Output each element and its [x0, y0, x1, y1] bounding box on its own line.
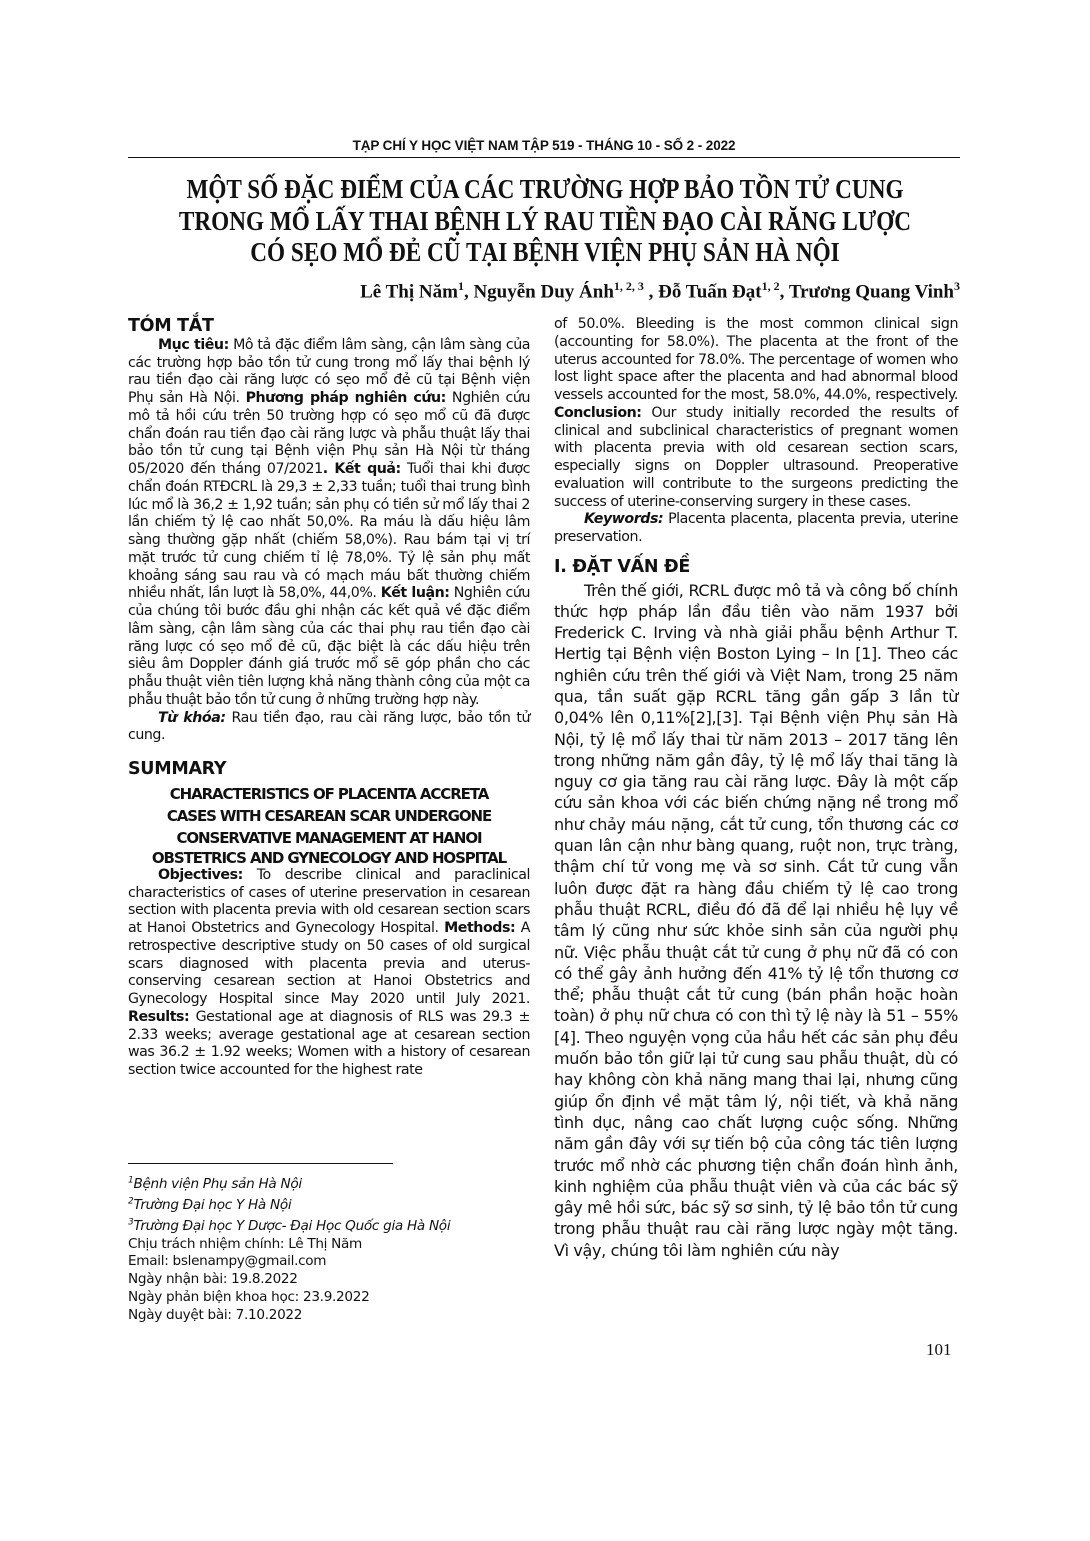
- text-methods: Nghiên cứu mô tả hồi cứu trên 50 trường hợp có sẹo mổ cũ đã được chẩn đoán rau tiền đạo cài răng lược và phẫu thuật lấy thai bảo tồn tử cung tại Bệnh viện Phụ sản Hà Nội từ tháng 05/2020 đến tháng 07/2021: [128, 390, 530, 477]
- english-title-line: CASES WITH CESAREAN SCAR UNDERGONE: [166, 806, 492, 825]
- english-title-line: CONSERVATIVE MANAGEMENT AT HANOI: [176, 828, 482, 847]
- introduction-body: Trên thế giới, RCRL được mô tả và công bố chính thức hợp pháp lần đầu tiên vào năm 1937 bởi Frederick C. Irving và nhà giải phẫu bệnh Arthur T. Hertig tại Bệnh viện Boston Lying – In [1]. Theo các nghiên cứu trên thế giới và Việt Nam, trong 25 năm qua, tần suất gặp RCRL tăng gần gấp 3 lần từ 0,04% lên 0,11%[2],[3]. Tại Bệnh viện Phụ sản Hà Nội, tỷ lệ mổ lấy thai từ năm 2013 – 2017 tăng lên trong những năm gần đây, tỷ lệ mổ lấy thai tăng là nguy cơ gia tăng rau cài răng lược. Đây là một cấp cứu sản khoa với các biến chứng nặng nề trong mổ như chảy máu nặng, cắt tử cung, tổn thương các cơ quan lân cận như bàng quang, ruột non, trực tràng, thậm chí tử vong mẹ và sơ sinh. Cắt tử cung vẫn luôn được đặt ra hàng đầu chiếm tỷ lệ cao trong phẫu thuật RCRL, điều đó đã để lại nhiều hệ lụy về tâm lý cũng như sức khỏe sinh sản của người phụ nữ. Việc phẫu thuật cắt tử cung ở phụ nữ đã có con có thể gây ảnh hưởng đến 41% tỷ lệ tổn thương cơ thể; phẫu thuật cắt tử cung (bán phần hoặc hoàn toàn) ở phụ nữ chưa có con thì tỷ lệ này là 51 – 55% [4]. Theo nguyện vọng của hầu hết các sản phụ đều muốn bảo tồn giữ lại tử cung sau phẫu thuật, dù có hay không còn khả năng mang thai lại, nhưng cũng giúp ổn định về mặt tâm lý, nội tiết, và khả năng tình dục, nâng cao chất lượng cuộc sống. Những năm gần đây với sự tiến bộ của công tác tiên lượng trước mổ nhờ các phương tiện chẩn đoán hình ảnh, kinh nghiệm của phẫu thuật viên và của các bác sỹ gây mê hồi sức, bác sỹ sơ sinh, tỷ lệ bảo tồn tử cung trong phẫu thuật rau cài răng lược ngày một tăng. Vì vậy, chúng tôi làm nghiên cứu này: [554, 580, 958, 1260]
- summary-heading: SUMMARY: [128, 759, 227, 779]
- label-conclusion: Kết luận:: [380, 585, 450, 602]
- keywords-text-en: Placenta placenta, placenta previa, uterine preservation.: [554, 511, 958, 545]
- keywords-en: [554, 511, 958, 547]
- date-received: Ngày nhận bài: 19.8.2022: [128, 1271, 298, 1288]
- footnote-divider: [128, 1163, 393, 1164]
- text-methods-en: A retrospective descriptive study on 50 cases of old surgical scars diagnosed with placenta previa and uterus-conserving cesarean section at Hanoi Obstetrics and Gynecology Hospital since May 2020 until July 2021.: [128, 920, 530, 1007]
- english-title-line: CHARACTERISTICS OF PLACENTA ACCRETA: [169, 784, 489, 803]
- text-results-en: Gestational age at diagnosis of RLS was 29.3 ± 2.33 weeks; average gestational age at cesarean section was 36.2 ± 1.92 weeks; Women with a history of cesarean section twice accounted for the highest rate: [128, 1008, 530, 1078]
- affiliation-2: Trường Đại học Y Hà Nội: [133, 1196, 292, 1213]
- author-separator: ,: [463, 281, 474, 303]
- author-affiliation: 1, 2, 3: [613, 279, 644, 293]
- abstract-vi-heading: TÓM TẮT: [128, 316, 214, 336]
- author-affiliation: 1: [457, 279, 464, 293]
- text-conclusion-en: Our study initially recorded the results of clinical and subclinical characteristics of pregnant women with placenta previa with old cesarean section scars, especially signs on Doppler ultrasound. Preoperative evaluation will contribute to the surgeons predicting the success of uterine-conserving surgery in these cases.: [554, 404, 958, 510]
- author-name: Nguyễn Duy Ánh: [473, 281, 614, 303]
- english-title: [128, 783, 530, 867]
- footnotes: [128, 1172, 450, 1324]
- text-results-en-continued: of 50.0%. Bleeding is the most common clinical sign (accounting for 58.0%). The placenta at the front of the uterus accounted for 78.0%. The percentage of women who lost light space after the placenta and had abnormal blood vessels accounted for the most, 58.0%, 44.0%, respectively.: [554, 316, 958, 403]
- text-results: Tuổi thai khi được chẩn đoán RTĐCRL là 29,3 ± 2,33 tuần; tuổi thai trung bình lúc mổ là 36,2 ± 1,92 tuần; sản phụ có tiền sử mổ lấy thai 2 lần chiếm tỷ lệ cao nhất 50,0%. Ra máu là dấu hiệu lâm sàng thường gặp nhất (chiếm 58,0%). Rau bám tại vị trí mặt trước tử cung chiếm tỉ lệ 78,0%. Tỷ lệ sản phụ mất khoảng sáng sau rau và có mạch máu bất thường chiếm nhiều nhất, lần lượt là 58,0%, 44,0%.: [128, 461, 530, 602]
- footnote-marker: 3: [128, 1217, 134, 1228]
- author-separator: ,: [779, 281, 789, 303]
- author-name: Lê Thị Năm: [360, 281, 458, 303]
- title-line: CÓ SẸO MỔ ĐẺ CŨ TẠI BỆNH VIỆN PHỤ SẢN HÀ NỘI: [250, 237, 840, 267]
- author-name: Đỗ Tuấn Đạt: [658, 281, 762, 303]
- title-line: MỘT SỐ ĐẶC ĐIỂM CỦA CÁC TRƯỜNG HỢP BẢO TỒN TỬ CUNG: [186, 174, 904, 204]
- author-list: [360, 279, 960, 303]
- keywords-label-en: Keywords:: [584, 511, 664, 528]
- author-name: Trương Quang Vinh: [788, 281, 954, 303]
- author-affiliation: 1, 2: [761, 279, 780, 293]
- header-divider: [128, 157, 960, 158]
- text-conclusion: Nghiên cứu của chúng tôi bước đầu ghi nhận các kết quả về đặc điểm lâm sàng, cận lâm sàng của các thai phụ rau tiền đạo cài răng lược có sẹo mổ đẻ cũ, đặc biệt là các dấu hiệu trên siêu âm Doppler đánh giá trước mổ sẽ góp phần cho các phẫu thuật viên tiên lượng khả năng thành công của một ca phẫu thuật bảo tồn tử cung ở những trường hợp này.: [128, 585, 530, 708]
- english-title-line: OBSTETRICS AND GYNECOLOGY AND HOSPITAL: [151, 848, 507, 867]
- label-results-en: Results:: [128, 1008, 190, 1025]
- date-approved: Ngày duyệt bài: 7.10.2022: [128, 1306, 303, 1323]
- date-reviewed: Ngày phản biện khoa học: 23.9.2022: [128, 1288, 370, 1305]
- article-title: [100, 174, 990, 269]
- text-objectives: To describe clinical and paraclinical characteristics of cases of uterine preservation in cesarean section with placenta previa with old cesarean section scars at Hanoi Obstetrics and Gynecology Hospital.: [128, 866, 530, 936]
- title-line: TRONG MỔ LẤY THAI BỆNH LÝ RAU TIỀN ĐẠO CÀI RĂNG LƯỢC: [178, 205, 912, 236]
- page-number: 101: [926, 1340, 952, 1359]
- label-methods-en: Methods:: [444, 920, 516, 936]
- affiliation-1: Bệnh viện Phụ sản Hà Nội: [133, 1175, 302, 1192]
- label-objective: Mục tiêu:: [158, 336, 229, 353]
- keywords-text: Rau tiền đạo, rau cài răng lược, bảo tồn tử cung.: [128, 709, 530, 744]
- email[interactable]: Email: bslenampy@gmail.com: [128, 1253, 327, 1270]
- section-heading-introduction: I. ĐẶT VẤN ĐỀ: [554, 556, 691, 577]
- keywords-label: Từ khóa:: [158, 709, 226, 726]
- author-separator: ,: [643, 281, 659, 303]
- label-methods: Phương pháp nghiên cứu:: [245, 390, 446, 406]
- corresponding-author: Chịu trách nhiệm chính: Lê Thị Năm: [128, 1235, 362, 1252]
- label-conclusion-en: Conclusion:: [554, 404, 642, 421]
- text-objective: Mô tả đặc điểm lâm sàng, cận lâm sàng của các trường hợp bảo tồn tử cung trong mổ lấy thai bệnh lý rau tiền đạo cài răng lược có sẹo mổ đẻ cũ tại Bệnh viện Phụ sản Hà Nội.: [128, 336, 531, 406]
- label-results: . Kết quả:: [322, 461, 401, 477]
- footnote-marker: 2: [128, 1196, 134, 1207]
- abstract-vi-body: [128, 337, 530, 710]
- journal-header: TẠP CHÍ Y HỌC VIỆT NAM TẬP 519 - THÁNG 10 - SỐ 2 - 2022: [352, 138, 736, 153]
- keywords-vi: [128, 710, 530, 746]
- author-affiliation: 3: [954, 279, 960, 293]
- affiliation-3: Trường Đại học Y Dược- Đại Học Quốc gia Hà Nội: [133, 1218, 451, 1234]
- abstract-en-continued: [554, 316, 958, 511]
- label-objectives: Objectives:: [158, 866, 243, 883]
- left-column: [128, 318, 530, 1080]
- right-column: [554, 316, 958, 1261]
- abstract-en-body: [128, 867, 530, 1080]
- footnote-marker: 1: [128, 1175, 134, 1185]
